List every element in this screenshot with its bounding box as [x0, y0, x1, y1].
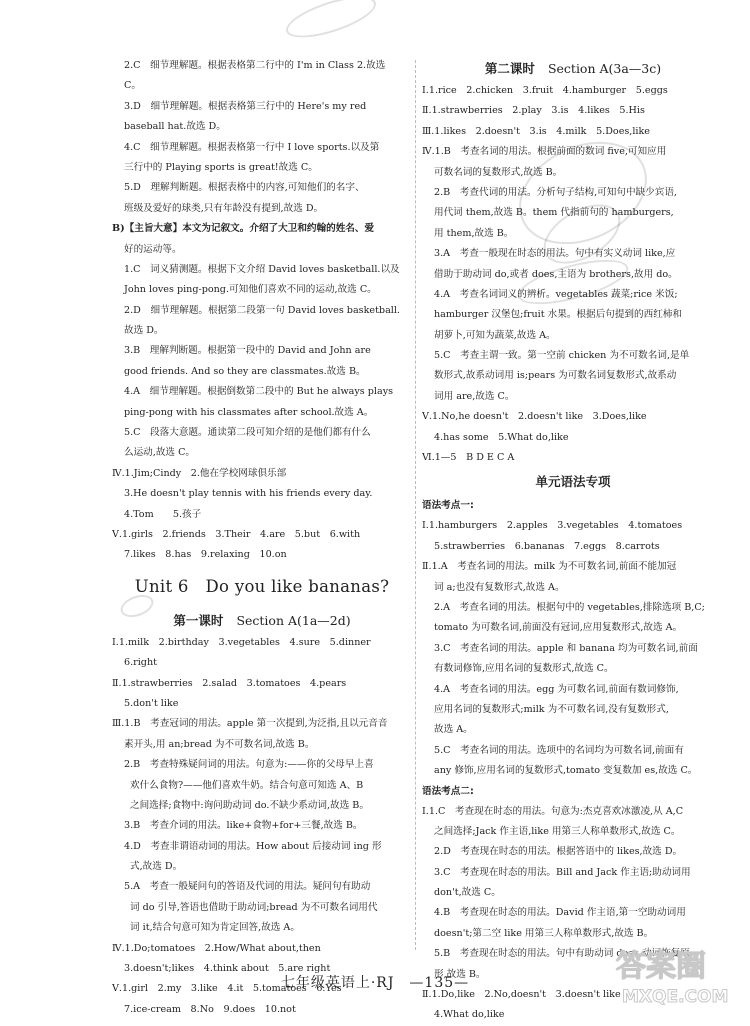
- answer-line: 3.C 考查名词的用法。apple 和 banana 均为可数名词,前面: [434, 642, 698, 654]
- answer-line: 4.Tom 5.孩子: [124, 508, 202, 520]
- answer-line: any 修饰,应用名词的复数形式,tomato 变复数加 es,故选 C。: [434, 765, 698, 777]
- answer-line: 3.He doesn't play tennis with his friends every day.: [124, 488, 373, 500]
- answer-line: 词 do 引导,答语也借助于助动词;bread 为不可数名词用代: [130, 901, 378, 913]
- answer-line: hamburger 汉堡包;fruit 水果。根据后句提到的西红柿和: [434, 309, 682, 321]
- answer-line: 么运动,故选 C。: [124, 447, 196, 459]
- answer-line: 6.right: [124, 657, 157, 669]
- section-title-lesson-1: [112, 608, 412, 633]
- answer-line: 三行中的 Playing sports is great!故选 C。: [124, 161, 318, 173]
- answer-line: 好的运动等。: [124, 243, 182, 255]
- answer-line: Ⅳ.1.Jim;Cindy 2.他在学校网球俱乐部: [112, 467, 287, 479]
- left-answers-block: [112, 56, 412, 566]
- right-column: [422, 56, 724, 1026]
- answer-line: 2.D 考查现在时态的用法。根据答语中的 likes,故选 D。: [434, 846, 683, 858]
- answer-line: 式,故选 D。: [130, 861, 183, 873]
- lesson-1-answers: [112, 633, 412, 1020]
- answer-line: John loves ping-pong.可知他们喜欢不同的运动,故选 C。: [124, 284, 377, 296]
- answer-line: 2.C 细节理解题。根据表格第二行中的 I'm in Class 2.故选: [124, 60, 386, 71]
- answer-line: 胡萝卜,可知为蔬菜,故选 A。: [434, 329, 556, 341]
- answer-line: 词 a;也没有复数形式,故选 A。: [434, 581, 565, 593]
- answer-line: 2.B 考查代词的用法。分析句子结构,可知句中缺少宾语,: [434, 186, 677, 198]
- answer-line: 词用 are,故选 C。: [434, 390, 515, 402]
- answer-line: 5.strawberries 6.bananas 7.eggs 8.carrots: [434, 540, 660, 552]
- answer-line: 之间选择;Jack 作主语,like 用第三人称单数形式,故选 C。: [434, 825, 681, 837]
- answer-line: 之间选择;食物中:询问助动词 do.不缺少系动词,故选 B。: [130, 799, 369, 811]
- section-title-text: 第一课时: [173, 612, 224, 628]
- answer-line: 故选 D。: [124, 325, 164, 337]
- answer-line: 5.C 段落大意题。通读第二段可知介绍的是他们都有什么: [124, 427, 371, 439]
- grammar-point-1-title: 语法考点一:: [422, 500, 474, 512]
- section-title-text: 第二课时: [484, 61, 535, 76]
- answer-line: 2.A 考查名词的用法。根据句中的 vegetables,排除选项 B,C;: [434, 601, 705, 613]
- answer-line: 5.D 理解判断题。根据表格中的内容,可知他们的名字、: [124, 182, 365, 194]
- faded-stamp-watermark: [282, 0, 381, 46]
- answer-line: 4.A 考查名词词义的辨析。vegetables 蔬菜;rice 米饭;: [434, 288, 678, 300]
- answer-line: 3.doesn't;likes 4.think about 5.are right: [124, 963, 331, 975]
- answer-line: 4.A 细节理解题。根据倒数第二段中的 But he always plays: [124, 386, 394, 398]
- answer-line: 3.B 考查介词的用法。like+食物+for+三餐,故选 B。: [124, 820, 363, 832]
- answer-line: 4.has some 5.What do,like: [434, 431, 569, 443]
- watermark-text: 答案圈: [616, 949, 706, 984]
- answer-line: 词 it,结合句意可知为肯定回答,故选 A。: [130, 922, 300, 934]
- answer-line: 形,故选 B。: [434, 968, 486, 980]
- answer-line: 7.likes 8.has 9.relaxing 10.on: [124, 549, 287, 561]
- answer-line: 班级及爱好的球类,只有年龄没有提到,故选 D。: [124, 202, 324, 214]
- answer-line: 7.ice-cream 8.No 9.does 10.not: [124, 1003, 296, 1015]
- answer-line: 借助于助动词 do,或者 does,主语为 brothers,故用 do。: [434, 268, 678, 280]
- answer-line: 素开头,用 an;bread 为不可数名词,故选 B。: [124, 738, 315, 750]
- grammar-section-title: 单元语法专项: [535, 474, 611, 490]
- answer-line: Ⅳ.1.Do;tomatoes 2.How/What about,then: [112, 942, 321, 954]
- answer-line: Ⅰ.1.milk 2.birthday 3.vegetables 4.sure 5.dinner: [112, 636, 371, 648]
- answer-line: 5.don't like: [124, 697, 179, 709]
- answer-line: 5.A 考查一般疑问句的答语及代词的用法。疑问句有助动: [124, 881, 371, 893]
- section-title-lesson-2: [422, 56, 724, 81]
- answer-line: 应用名词的复数形式;milk 为不可数名词,没有复数形式,: [434, 703, 669, 715]
- answer-line: 1.C 词义猜测题。根据下文介绍 David loves basketball.以及: [124, 263, 400, 275]
- answer-line: 有数词修饰,应用名词的复数形式,故选 C。: [434, 663, 614, 675]
- answer-line: Ⅳ.1.B 考查名词的用法。根据前面的数词 five,可知应用: [422, 146, 667, 158]
- answer-line: 3.D 细节理解题。根据表格第三行中的 Here's my red: [124, 100, 367, 112]
- left-column: [112, 56, 412, 1020]
- answer-line: Ⅴ.1.No,he doesn't 2.doesn't like 3.Does,like: [422, 411, 647, 423]
- answer-line: baseball hat.故选 D。: [124, 121, 226, 133]
- answer-line: 4.C 细节理解题。根据表格第一行中 I love sports.以及第: [124, 141, 380, 153]
- answer-line: Ⅵ.1—5 B D E C A: [422, 452, 515, 464]
- answer-line: 2.B 考查特殊疑问词的用法。句意为:——你的父母早上喜: [124, 759, 374, 771]
- section-subtitle: Section A(3a—3c): [547, 61, 662, 76]
- answer-line: 用代词 them,故选 B。them 代指前句的 hamburgers,: [434, 207, 674, 219]
- site-watermark-logo: [612, 940, 742, 1010]
- answer-line: Ⅲ.1.likes 2.doesn't 3.is 4.milk 5.Does,like: [422, 125, 650, 137]
- answer-line: don't,故选 C。: [434, 887, 501, 899]
- answer-line: 4.B 考查现在时态的用法。David 作主语,第一空助动词用: [434, 907, 686, 919]
- answer-line: 4.What do,like: [434, 1009, 505, 1021]
- answer-line: 数形式,故系动词用 is;pears 为可数名词复数形式,故系动: [434, 370, 677, 382]
- column-divider: [415, 60, 416, 950]
- answer-line: Ⅴ.1.girls 2.friends 3.Their 4.are 5.but 6.with: [112, 528, 361, 540]
- answer-line: ping-pong with his classmates after school.故选 A。: [124, 406, 374, 418]
- answer-line: 4.D 考查非谓语动词的用法。How about 后接动词 ing 形: [124, 840, 382, 852]
- answer-line: 故选 A。: [434, 724, 473, 736]
- answer-line: 5.C 考查名词的用法。选项中的名词均为可数名词,前面有: [434, 744, 684, 756]
- answer-line: C。: [124, 80, 141, 92]
- answer-line: 3.C 考查现在时态的用法。Bill and Jack 作主语;助动词用: [434, 866, 691, 878]
- answer-line: B)【主旨大意】本文为记叙文。介绍了大卫和约翰的姓名、爱: [112, 223, 375, 235]
- answer-line: Ⅱ.1.strawberries 2.play 3.is 4.likes 5.His: [422, 105, 645, 117]
- answer-line: 3.A 考查一般现在时态的用法。句中有实义动词 like,应: [434, 248, 676, 260]
- answer-line: 3.B 理解判断题。根据第一段中的 David and John are: [124, 345, 371, 357]
- answer-line: doesn't;第二空 like 用第三人称单数形式,故选 B。: [434, 927, 654, 939]
- answer-line: 用 them,故选 B。: [434, 227, 514, 239]
- answer-line: 可数名词的复数形式,故选 B。: [434, 166, 563, 178]
- page-footer: 七年级英语上·RJ —135—: [280, 975, 470, 991]
- answer-line: good friends. And so they are classmates.故选 B。: [124, 365, 366, 377]
- answer-line: Ⅴ.1.girl 2.my 3.like 4.it 5.tomatoes 6.Yes: [112, 983, 342, 995]
- watermark-domain: MXQE.COM: [622, 987, 729, 1007]
- section-subtitle: Section A(1a—2d): [236, 612, 351, 628]
- unit-title: Unit 6 Do you like bananas?: [134, 576, 390, 596]
- answer-line: Ⅱ.1.strawberries 2.salad 3.tomatoes 4.pears: [112, 677, 347, 689]
- answer-line: 欢什么食物?——他们喜欢牛奶。结合句意可知选 A、B: [130, 779, 364, 791]
- answer-line: Ⅰ.1.rice 2.chicken 3.fruit 4.hamburger 5.eggs: [422, 85, 668, 96]
- answer-line: 5.B 考查现在时态的用法。句中有助动词 does,动词恢复原: [434, 948, 690, 960]
- answer-line: Ⅰ.1.C 考查现在时态的用法。句意为:杰克喜欢冰激凌,从 A,C: [422, 805, 684, 817]
- answer-line: 2.D 细节理解题。根据第二段第一句 David loves basketball.: [124, 304, 400, 316]
- answer-line: 5.C 考查主谓一致。第一空前 chicken 为不可数名词,是单: [434, 350, 690, 362]
- answer-line: Ⅱ.1.A 考查名词的用法。milk 为不可数名词,前面不能加冠: [422, 561, 677, 573]
- grammar-point-1-answers: [422, 516, 724, 781]
- answer-line: 4.A 考查名词的用法。egg 为可数名词,前面有数词修饰,: [434, 683, 679, 695]
- grammar-point-2-title: 语法考点二:: [422, 785, 474, 797]
- lesson-2-answers: [422, 81, 724, 468]
- answer-line: Ⅲ.1.B 考查冠词的用法。apple 第一次提到,为泛指,且以元音音: [112, 718, 388, 730]
- answer-line: Ⅱ.1.Do,like 2.No,doesn't 3.doesn't like: [422, 989, 621, 1001]
- answer-line: Ⅰ.1.hamburgers 2.apples 3.vegetables 4.tomatoes: [422, 520, 683, 532]
- answer-line: tomato 为可数名词,前面没有冠词,应用复数形式,故选 A。: [434, 622, 683, 634]
